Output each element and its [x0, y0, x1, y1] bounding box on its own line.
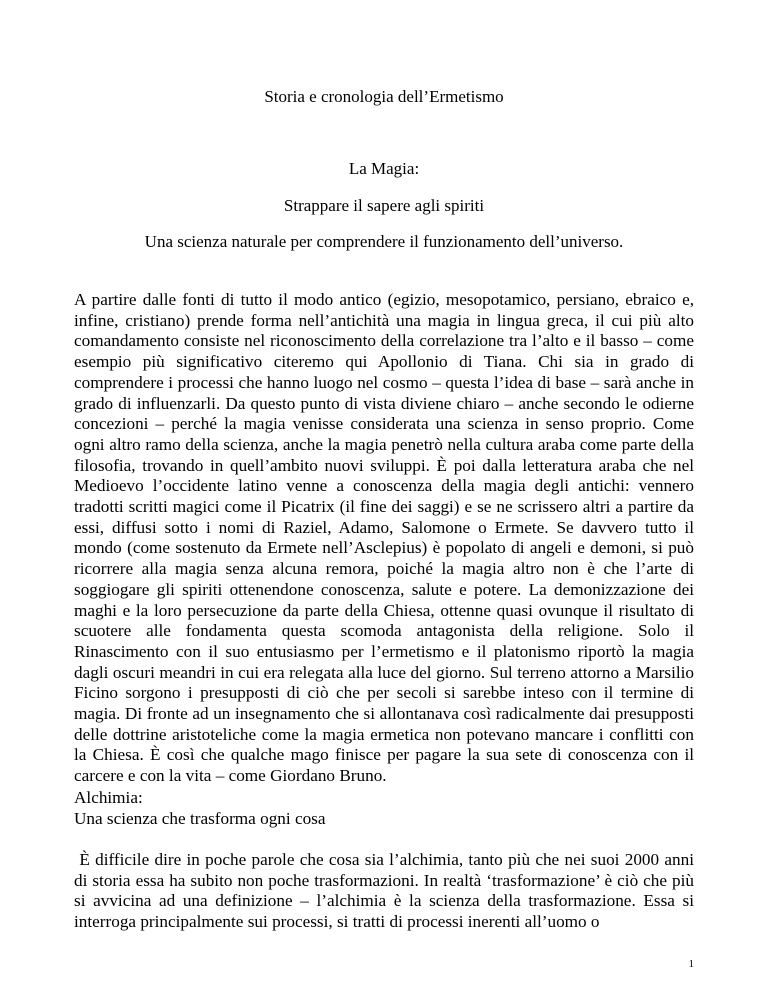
- section-heading-alchimia: Alchimia:: [74, 788, 143, 807]
- paragraph-alchimia: È difficile dire in poche parole che cosa sia l’alchimia, tanto più che nei suoi 2000 anni di storia essa ha subito non poche trasformazioni. In realtà ‘trasformazione’ è ciò che più si avvicina ad una definizione – l’alchimia è la scienza della trasformazione. Essa si interroga principalmente sui processi, si tratti di processi inerenti all’uomo o: [74, 850, 699, 932]
- section-subheading-magia: Strappare il sapere agli spiriti: [283, 196, 485, 215]
- page-number: 1: [688, 958, 694, 970]
- section-subheading-alchimia: Una scienza che trasforma ogni cosa: [74, 809, 326, 828]
- section-heading-magia: La Magia:: [348, 159, 420, 178]
- paragraph-magia: A partire dalle fonti di tutto il modo antico (egizio, mesopotamico, persiano, ebraico e, infine, cristiano) prende forma nell’antichità una magia in lingua greca, il cui più alto comandamento consiste nel riconoscimento della correlazione tra l’alto e il basso – come esempio più significativo citeremo qui Apollonio di Tiana. Chi sia in grado di comprendere i processi che hanno luogo nel cosmo – questa l’idea di base – sarà anche in grado di influenzarli. Da questo punto di vista diviene chiaro – anche secondo le odierne concezioni – perché la magia venisse considerata una scienza in senso proprio. Come ogni altro ramo della scienza, anche la magia penetrò nella cultura araba come parte della filosofia, trovando in quell’ambito nuovi sviluppi. È poi dalla letteratura araba che nel Medioevo l’occidente latino venne a conoscenza della magia degli antichi: vennero tradotti scritti magici come il Picatrix (il fine dei saggi) e se ne scrissero altri a partire da essi, diffusi sotto i nomi di Raziel, Adamo, Salomone o Ermete. Se davvero tutto il mondo (come sostenuto da Ermete nell’Asclepius) è popolato di angeli e demoni, si può ricorrere alla magia senza alcuna remora, poiché la magia altro non è che l’arte di soggiogare gli spiriti ottenendone conoscenza, salute e potere. La demonizzazione dei maghi e la loro persecuzione da parte della Chiesa, ottenne quasi ovunque il risultato di scuotere alle fondamenta questa scomoda antagonista della religione. Solo il Rinascimento con il suo entusiasmo per l’ermetismo e il platonismo riportò la magia dagli oscuri meandri in cui era relegata alla luce del giorno. Sul terreno attorno a Marsilio Ficino sorgono i presupposti di ciò che per secoli si sarebbe inteso con il termine di magia. Di fronte ad un insegnamento che si allontanava così radicalmente dai presupposti delle dottrine aristoteliche come la magia ermetica non potevano mancare i conflitti con la Chiesa. È così che qualche mago finisce per pagare la sua sete di conoscenza con il carcere e con la vita – come Giordano Bruno.: [74, 290, 694, 786]
- page-title: Storia e cronologia dell’Ermetismo: [264, 87, 504, 106]
- section-tagline-magia: Una scienza naturale per comprendere il funzionamento dell’universo.: [144, 232, 624, 251]
